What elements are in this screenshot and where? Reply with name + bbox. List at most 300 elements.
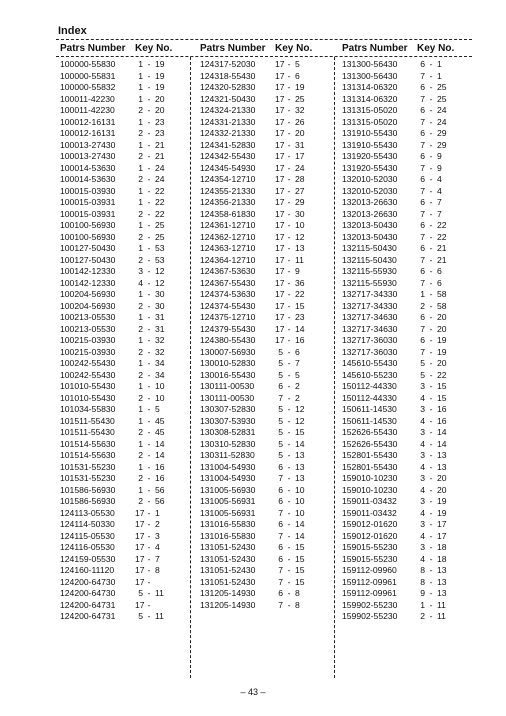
part-number: 132717-36030 [342, 346, 398, 357]
index-entry [60, 565, 172, 577]
key-separator: - [147, 542, 151, 552]
part-number: 101511-55430 [60, 415, 115, 426]
part-number: 100213-05530 [60, 323, 116, 334]
key-index: 24 [295, 162, 305, 173]
index-column-1 [60, 41, 172, 623]
key-group: 5 [138, 588, 143, 598]
key-separator: - [287, 116, 291, 127]
key-index: 8 [295, 599, 300, 610]
part-number: 131005-56931 [200, 496, 256, 506]
part-number: 159010-10230 [342, 473, 398, 483]
key-index: 5 [295, 59, 300, 69]
key-group: 1 [138, 289, 143, 299]
key-separator: - [429, 128, 433, 138]
index-entry [200, 554, 312, 566]
key-index: 34 [155, 358, 165, 368]
part-number: 124318-55430 [200, 70, 256, 81]
part-number: 100242-55430 [60, 358, 116, 368]
key-group: 7 [420, 139, 425, 150]
key-index: 27 [295, 185, 305, 196]
key-separator: - [429, 174, 433, 184]
key-index: 25 [295, 93, 305, 104]
key-group: 9 [420, 588, 425, 598]
key-separator: - [429, 599, 433, 610]
part-number: 124374-55430 [200, 300, 256, 311]
part-number: 101010-55430 [60, 392, 116, 403]
key-separator: - [147, 427, 151, 437]
index-entry [342, 59, 454, 71]
key-group: 5 [278, 369, 283, 380]
key-index: 6 [295, 346, 300, 357]
part-number: 124324-21330 [200, 105, 256, 115]
index-entry [342, 439, 454, 451]
key-separator: - [147, 277, 151, 288]
key-separator: - [429, 588, 433, 598]
key-index: 13 [295, 461, 305, 472]
index-entry [60, 531, 172, 543]
key-group: 7 [420, 116, 425, 127]
key-group: 3 [420, 381, 425, 391]
index-entry [342, 450, 454, 462]
part-number: 131051-52430 [200, 553, 256, 564]
key-group: 2 [420, 611, 425, 621]
part-number: 131004-54930 [200, 473, 256, 483]
key-group: 5 [278, 450, 283, 460]
key-index: 11 [155, 611, 164, 621]
key-index: 20 [437, 473, 447, 483]
key-separator: - [287, 220, 291, 230]
part-number: 100000-55831 [60, 70, 116, 81]
key-group: 3 [420, 473, 425, 483]
index-entry [60, 335, 172, 347]
index-entry [200, 404, 312, 416]
index-entry [200, 335, 312, 347]
index-entry [200, 197, 312, 209]
part-number: 101514-55630 [60, 450, 116, 460]
key-group: 2 [138, 323, 143, 334]
index-entry [200, 312, 312, 324]
key-separator: - [147, 59, 151, 69]
key-index: 4 [437, 174, 442, 184]
column-header [342, 41, 454, 56]
part-number: 124354-12710 [200, 174, 256, 184]
key-group: 8 [420, 576, 425, 587]
key-number-header: Key No. [275, 43, 313, 54]
part-number: 124115-05530 [60, 530, 115, 541]
part-number: 152801-55430 [342, 450, 398, 460]
key-separator: - [147, 530, 151, 541]
key-group: 1 [138, 93, 143, 104]
part-number: 100011-42230 [60, 105, 115, 115]
index-entry [60, 209, 172, 221]
index-entry [200, 105, 312, 117]
key-separator: - [429, 415, 433, 426]
part-number: 132013-26630 [342, 197, 398, 207]
index-entry [60, 542, 172, 554]
key-group: 6 [420, 220, 425, 230]
index-entry [60, 220, 172, 232]
index-entry [60, 485, 172, 497]
index-entry [342, 209, 454, 221]
key-group: 2 [138, 346, 143, 357]
key-separator: - [429, 404, 433, 414]
part-number: 101531-55230 [60, 473, 116, 483]
key-index: 11 [437, 599, 446, 610]
key-index: 6 [437, 266, 442, 276]
part-number: 100015-03930 [60, 185, 116, 196]
key-separator: - [287, 530, 291, 541]
index-entry [342, 462, 454, 474]
index-entry [342, 370, 454, 382]
key-index: 2 [295, 381, 300, 391]
index-entry [60, 611, 172, 623]
key-group: 1 [138, 335, 143, 345]
key-group: 6 [278, 381, 283, 391]
index-entry [342, 381, 454, 393]
key-group: 6 [420, 59, 425, 69]
key-group: 6 [278, 553, 283, 564]
index-entry [342, 255, 454, 267]
key-index: 14 [295, 323, 305, 334]
key-index: 13 [295, 473, 305, 483]
key-separator: - [287, 599, 291, 610]
key-group: 2 [138, 496, 143, 506]
key-separator: - [147, 369, 151, 380]
key-separator: - [429, 116, 433, 127]
key-group: 5 [278, 346, 283, 357]
part-number: 101010-55430 [60, 381, 116, 391]
key-index: 15 [295, 576, 305, 587]
part-number: 152801-55430 [342, 461, 398, 472]
key-index: 5 [155, 404, 160, 414]
part-number: 124363-12710 [200, 243, 256, 253]
key-number-header: Key No. [135, 43, 173, 54]
part-number: 131300-56430 [342, 59, 398, 69]
key-group: 5 [278, 404, 283, 414]
index-entry [60, 393, 172, 405]
part-number: 131051-52430 [200, 565, 256, 575]
index-entry [60, 381, 172, 393]
index-entry [200, 266, 312, 278]
index-entry [200, 508, 312, 520]
key-separator: - [147, 346, 151, 357]
part-number: 132013-26630 [342, 208, 398, 219]
key-index: 23 [155, 116, 165, 127]
key-separator: - [287, 415, 291, 426]
index-entry [60, 186, 172, 198]
part-number: 132013-50430 [342, 220, 398, 230]
key-separator: - [429, 243, 433, 253]
key-group: 4 [420, 415, 425, 426]
index-entry [60, 232, 172, 244]
key-index: 19 [155, 82, 165, 92]
part-number: 100215-03930 [60, 335, 116, 345]
key-separator: - [147, 461, 151, 472]
index-entry [200, 450, 312, 462]
key-separator: - [429, 254, 433, 265]
part-number: 124200-64730 [60, 588, 116, 598]
key-index: 12 [295, 231, 305, 242]
key-index: 1 [155, 507, 160, 518]
key-index: 20 [437, 484, 447, 495]
key-index: 17 [295, 151, 305, 161]
index-entry [200, 151, 312, 163]
part-number: 124341-52830 [200, 139, 256, 150]
key-index: 30 [155, 289, 165, 299]
key-group: 17 [275, 151, 285, 161]
part-number-header: Patrs Number [342, 43, 408, 54]
key-separator: - [429, 139, 433, 150]
index-entry [342, 197, 454, 209]
index-entry [60, 324, 172, 336]
part-number: 124159-05530 [60, 553, 116, 564]
key-index: 16 [437, 404, 447, 414]
index-entry [342, 565, 454, 577]
key-index: 22 [155, 185, 165, 196]
index-entry [200, 324, 312, 336]
key-group: 17 [275, 243, 285, 253]
key-index: 3 [155, 530, 160, 541]
part-number: 131004-54930 [200, 461, 256, 472]
index-entry [342, 531, 454, 543]
index-entry [342, 301, 454, 313]
index-entry [200, 94, 312, 106]
key-group: 5 [420, 369, 425, 380]
key-index: 25 [155, 231, 165, 242]
key-group: 1 [138, 358, 143, 368]
key-separator: - [287, 254, 291, 265]
key-index: 56 [155, 484, 165, 495]
index-entry [200, 370, 312, 382]
key-separator: - [429, 185, 433, 196]
key-separator: - [287, 473, 291, 483]
key-index: 29 [295, 197, 305, 207]
index-entry [342, 611, 454, 623]
key-separator: - [287, 438, 291, 449]
index-entry [200, 82, 312, 94]
part-number: 131315-05020 [342, 105, 398, 115]
key-index: 15 [295, 542, 305, 552]
key-group: 17 [275, 208, 285, 219]
key-group: 1 [138, 139, 143, 150]
part-number: 101586-56930 [60, 496, 116, 506]
index-entry [342, 519, 454, 531]
key-group: 6 [278, 496, 283, 506]
key-index: 7 [295, 358, 300, 368]
part-number: 124113-05530 [60, 507, 115, 518]
index-entry [342, 151, 454, 163]
key-group: 3 [138, 266, 143, 276]
index-entry [60, 243, 172, 255]
key-separator: - [147, 254, 151, 265]
part-number: 132115-55930 [342, 266, 397, 276]
part-number: 132010-52030 [342, 174, 398, 184]
key-separator: - [147, 381, 151, 391]
key-index: 10 [155, 392, 165, 403]
part-number: 131315-05020 [342, 116, 398, 127]
key-group: 4 [420, 461, 425, 472]
index-entry [60, 59, 172, 71]
index-entry [60, 128, 172, 140]
key-separator: - [287, 151, 291, 161]
key-index: 11 [155, 588, 164, 598]
key-index: 1 [437, 59, 442, 69]
key-group: 7 [420, 231, 425, 242]
key-separator: - [287, 507, 291, 518]
key-group: 1 [420, 289, 425, 299]
key-index: 23 [295, 312, 305, 322]
index-entry [200, 588, 312, 600]
index-entry [200, 128, 312, 140]
part-number: 130308-52831 [200, 427, 256, 437]
index-entry [342, 128, 454, 140]
key-index: 13 [437, 450, 447, 460]
key-separator: - [287, 369, 291, 380]
part-number: 150112-44330 [342, 381, 397, 391]
part-number: 101531-55230 [60, 461, 116, 472]
part-number: 100015-03931 [60, 208, 116, 219]
index-entry [200, 542, 312, 554]
index-entry [342, 577, 454, 589]
part-number: 130010-52830 [200, 358, 256, 368]
key-group: 2 [138, 254, 143, 265]
page-number: – 43 – [240, 687, 266, 697]
key-separator: - [429, 519, 433, 529]
part-number: 124200-64731 [60, 599, 116, 610]
key-group: 1 [138, 197, 143, 207]
key-group: 17 [275, 277, 285, 288]
key-group: 1 [138, 461, 143, 472]
part-number: 124380-55430 [200, 335, 256, 345]
index-entry [60, 554, 172, 566]
index-entry [60, 174, 172, 186]
index-entry [60, 577, 172, 589]
index-entry [200, 255, 312, 267]
key-separator: - [429, 542, 433, 552]
part-number: 130307-53930 [200, 415, 256, 426]
key-group: 17 [135, 530, 145, 541]
key-group: 5 [420, 358, 425, 368]
key-group: 2 [138, 369, 143, 380]
key-separator: - [147, 450, 151, 460]
part-number-header: Patrs Number [60, 43, 126, 54]
key-separator: - [147, 335, 151, 345]
key-index: 24 [155, 162, 165, 173]
key-index: 8 [155, 565, 160, 575]
key-group: 7 [278, 576, 283, 587]
part-number: 150611-14530 [342, 404, 397, 414]
key-separator: - [429, 530, 433, 541]
part-number: 124317-52030 [200, 59, 256, 69]
part-number: 130111-00530 [200, 381, 255, 391]
index-entry [200, 381, 312, 393]
part-number: 131314-06320 [342, 93, 398, 104]
key-separator: - [147, 565, 151, 575]
index-entry [60, 519, 172, 531]
top-divider [56, 39, 472, 40]
key-separator: - [287, 323, 291, 334]
key-index: 16 [155, 473, 165, 483]
key-index: 19 [437, 496, 447, 506]
key-index: 10 [295, 507, 305, 518]
index-entry [342, 266, 454, 278]
index-entry [342, 542, 454, 554]
key-separator: - [429, 277, 433, 288]
index-entry [342, 588, 454, 600]
index-entry [60, 439, 172, 451]
index-column-2 [200, 41, 312, 611]
index-entry [342, 94, 454, 106]
index-entry [200, 439, 312, 451]
key-separator: - [287, 358, 291, 368]
part-number: 131005-56931 [200, 507, 256, 518]
key-separator: - [147, 266, 151, 276]
part-number: 159015-55230 [342, 553, 398, 564]
key-index: 53 [155, 254, 165, 265]
key-group: 17 [275, 174, 285, 184]
key-group: 17 [275, 220, 285, 230]
key-index: 2 [155, 519, 160, 529]
key-separator: - [287, 588, 291, 598]
key-group: 3 [420, 542, 425, 552]
key-separator: - [287, 289, 291, 299]
index-entry [60, 163, 172, 175]
part-number: 159902-55230 [342, 611, 398, 621]
key-group: 17 [275, 139, 285, 150]
index-entry [60, 117, 172, 129]
part-number: 101586-56930 [60, 484, 116, 495]
key-group: 1 [138, 312, 143, 322]
key-separator: - [147, 289, 151, 299]
key-index: 4 [437, 185, 442, 196]
key-index: 22 [437, 369, 447, 380]
part-number: 131910-55430 [342, 128, 398, 138]
part-number: 100127-50430 [60, 254, 116, 265]
key-group: 3 [420, 496, 425, 506]
part-number: 124356-21330 [200, 197, 256, 207]
key-index: 22 [155, 208, 165, 219]
part-number: 124364-12710 [200, 254, 256, 265]
part-number: 100012-16131 [60, 128, 116, 138]
key-group: 4 [420, 553, 425, 564]
index-entry [200, 519, 312, 531]
key-separator: - [287, 162, 291, 173]
part-number: 132115-55930 [342, 277, 397, 288]
key-group: 17 [275, 312, 285, 322]
key-index: 30 [155, 300, 165, 311]
key-group: 7 [420, 93, 425, 104]
key-separator: - [287, 185, 291, 196]
key-index: 19 [155, 70, 165, 81]
key-group: 1 [138, 185, 143, 196]
key-group: 17 [135, 553, 145, 564]
part-number: 131016-55830 [200, 530, 256, 541]
part-number: 101511-55430 [60, 427, 115, 437]
part-number: 131051-52430 [200, 576, 256, 587]
index-entry [60, 278, 172, 290]
key-group: 17 [135, 599, 145, 610]
key-group: 2 [138, 105, 143, 115]
key-group: 5 [138, 611, 143, 621]
index-entry [342, 393, 454, 405]
key-separator: - [147, 611, 151, 621]
key-separator: - [429, 266, 433, 276]
key-group: 1 [138, 484, 143, 495]
key-index: 6 [295, 70, 300, 81]
index-title: Index [58, 25, 87, 37]
key-index: 9 [295, 266, 300, 276]
key-index: 15 [295, 553, 305, 564]
